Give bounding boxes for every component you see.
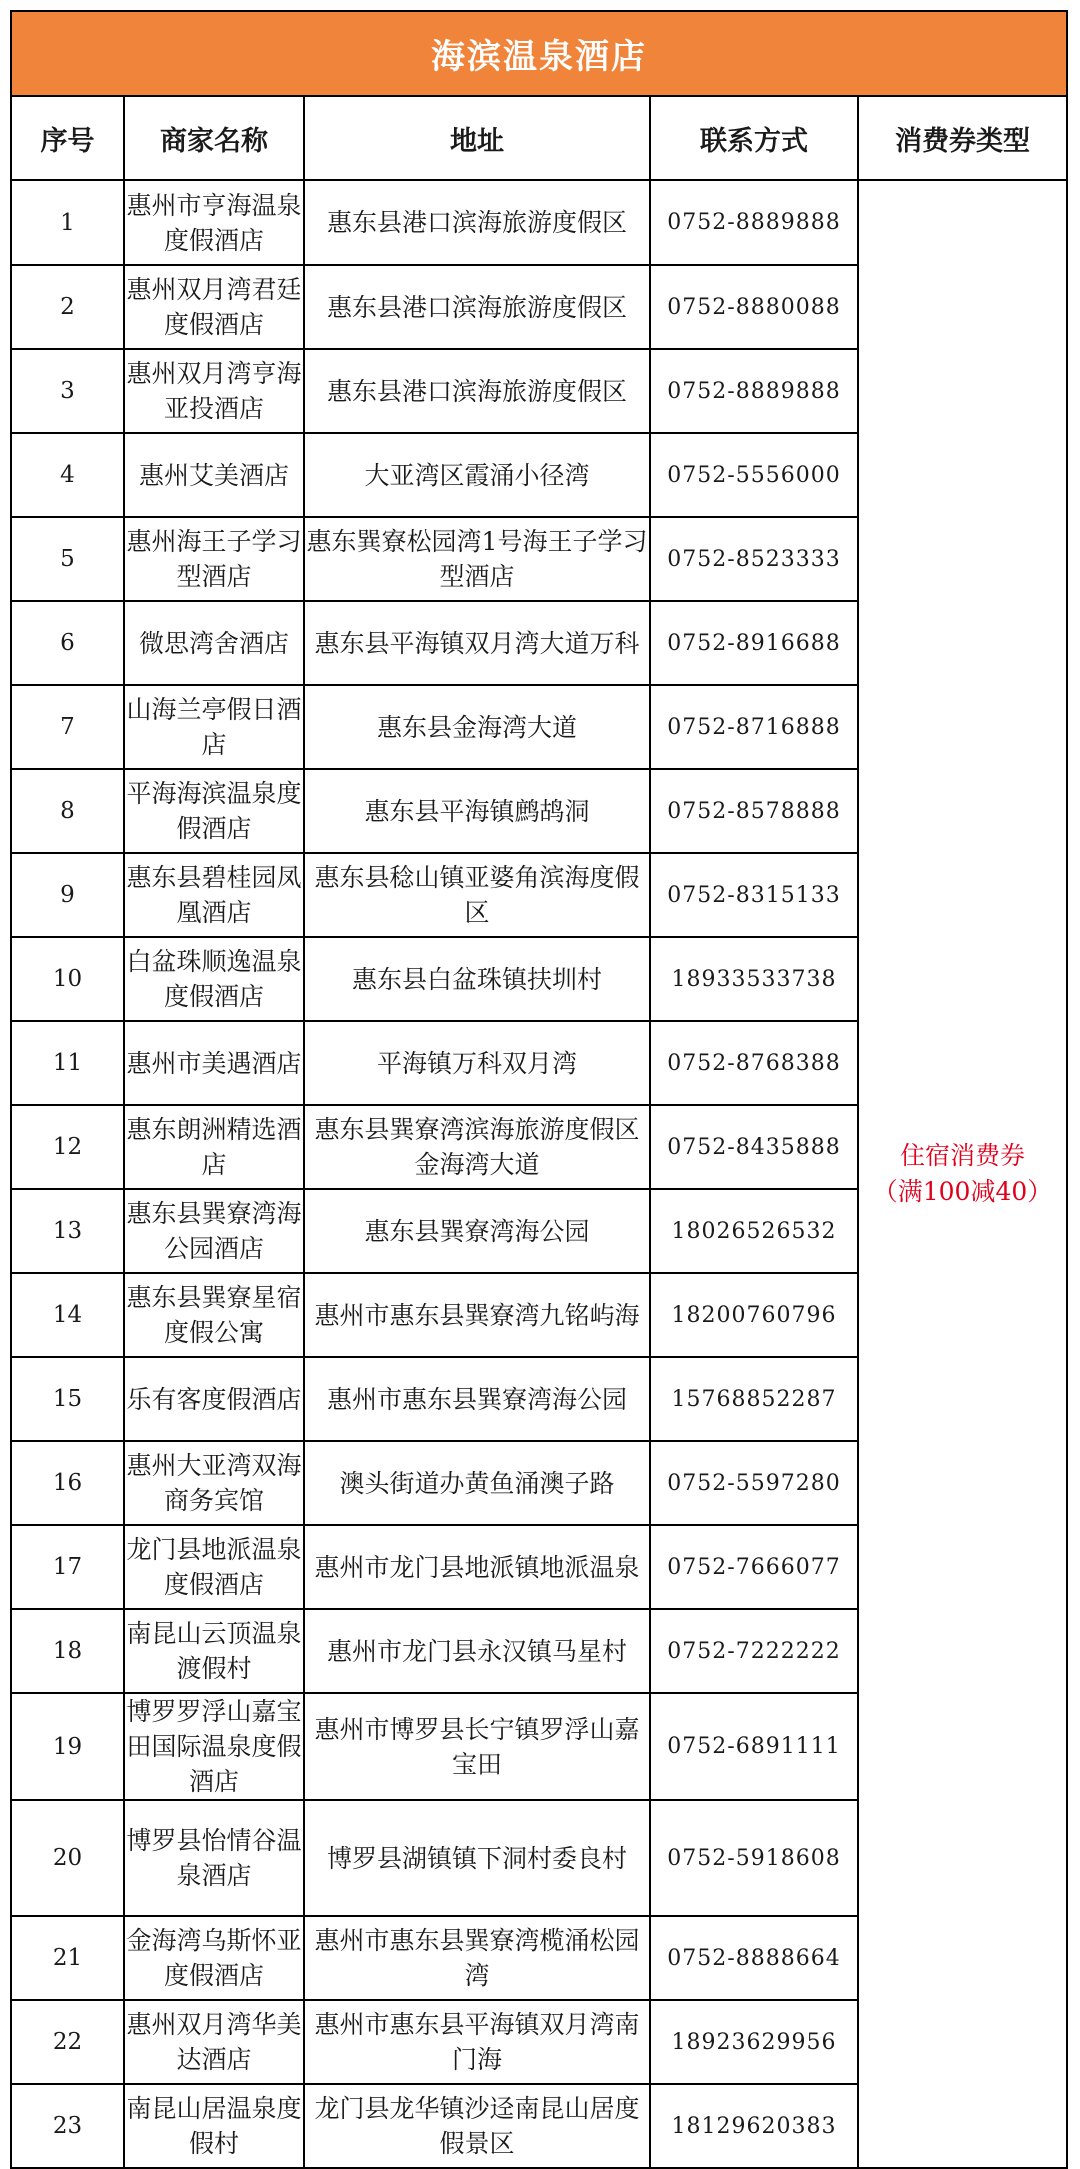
merchant-address: 惠东县稔山镇亚婆角滨海度假区 [304, 853, 650, 937]
row-index: 7 [11, 685, 124, 769]
merchant-phone: 0752-8889888 [650, 180, 858, 265]
row-index: 4 [11, 433, 124, 517]
row-index: 18 [11, 1609, 124, 1693]
merchant-name: 博罗罗浮山嘉宝田国际温泉度假酒店 [124, 1693, 304, 1800]
row-index: 1 [11, 180, 124, 265]
table-row [11, 180, 1067, 265]
merchant-address: 惠东巽寮松园湾1号海王子学习型酒店 [304, 517, 650, 601]
merchant-phone: 0752-7666077 [650, 1525, 858, 1609]
merchant-name: 微思湾舍酒店 [124, 601, 304, 685]
merchant-address: 惠州市惠东县平海镇双月湾南门海 [304, 2000, 650, 2084]
merchant-name: 南昆山云顶温泉渡假村 [124, 1609, 304, 1693]
merchant-address: 博罗县湖镇镇下洞村委良村 [304, 1800, 650, 1916]
merchant-address: 惠州市惠东县巽寮湾海公园 [304, 1357, 650, 1441]
merchant-phone: 0752-8916688 [650, 601, 858, 685]
merchant-phone: 0752-8889888 [650, 349, 858, 433]
merchant-address: 惠东县白盆珠镇扶圳村 [304, 937, 650, 1021]
merchant-address: 澳头街道办黄鱼涌澳子路 [304, 1441, 650, 1525]
hotel-table [10, 10, 1068, 2169]
merchant-address: 惠州市惠东县巽寮湾九铭屿海 [304, 1273, 650, 1357]
row-index: 8 [11, 769, 124, 853]
row-index: 5 [11, 517, 124, 601]
merchant-name: 惠州海王子学习型酒店 [124, 517, 304, 601]
merchant-phone: 0752-8578888 [650, 769, 858, 853]
merchant-phone: 18933533738 [650, 937, 858, 1021]
merchant-address: 龙门县龙华镇沙迳南昆山居度假景区 [304, 2084, 650, 2168]
row-index: 20 [11, 1800, 124, 1916]
merchant-name: 乐有客度假酒店 [124, 1357, 304, 1441]
merchant-phone: 0752-8880088 [650, 265, 858, 349]
merchant-name: 惠东县碧桂园凤凰酒店 [124, 853, 304, 937]
merchant-phone: 0752-8435888 [650, 1105, 858, 1189]
merchant-phone: 0752-8888664 [650, 1916, 858, 2000]
merchant-name: 惠东县巽寮湾海公园酒店 [124, 1189, 304, 1273]
merchant-address: 惠东县平海镇双月湾大道万科 [304, 601, 650, 685]
coupon-type-cell [858, 180, 1067, 2168]
header-merchant-name: 商家名称 [124, 96, 304, 180]
row-index: 10 [11, 937, 124, 1021]
merchant-address: 惠东县港口滨海旅游度假区 [304, 349, 650, 433]
merchant-phone: 0752-5918608 [650, 1800, 858, 1916]
header-address: 地址 [304, 96, 650, 180]
merchant-name: 山海兰亭假日酒店 [124, 685, 304, 769]
merchant-address: 惠州市惠东县巽寮湾榄涌松园湾 [304, 1916, 650, 2000]
merchant-phone: 18200760796 [650, 1273, 858, 1357]
merchant-name: 惠州市美遇酒店 [124, 1021, 304, 1105]
header-row [11, 96, 1067, 180]
merchant-phone: 0752-7222222 [650, 1609, 858, 1693]
merchant-phone: 0752-8716888 [650, 685, 858, 769]
row-index: 17 [11, 1525, 124, 1609]
row-index: 21 [11, 1916, 124, 2000]
merchant-phone: 0752-8315133 [650, 853, 858, 937]
row-index: 13 [11, 1189, 124, 1273]
merchant-address: 惠州市博罗县长宁镇罗浮山嘉宝田 [304, 1693, 650, 1800]
merchant-name: 惠东朗洲精选酒店 [124, 1105, 304, 1189]
merchant-address: 惠东县金海湾大道 [304, 685, 650, 769]
merchant-name: 龙门县地派温泉度假酒店 [124, 1525, 304, 1609]
merchant-address: 平海镇万科双月湾 [304, 1021, 650, 1105]
merchant-address: 惠东县平海镇鹧鸪洞 [304, 769, 650, 853]
title-row [11, 11, 1067, 96]
row-index: 23 [11, 2084, 124, 2168]
merchant-name: 惠州双月湾君廷度假酒店 [124, 265, 304, 349]
merchant-address: 惠州市龙门县永汉镇马星村 [304, 1609, 650, 1693]
header-coupon-type: 消费券类型 [858, 96, 1067, 180]
merchant-name: 金海湾乌斯怀亚度假酒店 [124, 1916, 304, 2000]
merchant-name: 惠州双月湾亨海亚投酒店 [124, 349, 304, 433]
coupon-type-condition: （满100减40） [872, 1177, 1053, 1206]
merchant-name: 惠州艾美酒店 [124, 433, 304, 517]
merchant-address: 惠东县巽寮湾海公园 [304, 1189, 650, 1273]
merchant-phone: 18026526532 [650, 1189, 858, 1273]
row-index: 3 [11, 349, 124, 433]
merchant-phone: 18923629956 [650, 2000, 858, 2084]
merchant-phone: 0752-6891111 [650, 1693, 858, 1800]
merchant-address: 大亚湾区霞涌小径湾 [304, 433, 650, 517]
merchant-phone: 0752-5597280 [650, 1441, 858, 1525]
row-index: 2 [11, 265, 124, 349]
row-index: 16 [11, 1441, 124, 1525]
row-index: 15 [11, 1357, 124, 1441]
table-title: 海滨温泉酒店 [11, 11, 1067, 96]
merchant-name: 白盆珠顺逸温泉度假酒店 [124, 937, 304, 1021]
row-index: 14 [11, 1273, 124, 1357]
row-index: 19 [11, 1693, 124, 1800]
merchant-name: 南昆山居温泉度假村 [124, 2084, 304, 2168]
row-index: 11 [11, 1021, 124, 1105]
merchant-address: 惠东县巽寮湾滨海旅游度假区金海湾大道 [304, 1105, 650, 1189]
merchant-name: 博罗县怡情谷温泉酒店 [124, 1800, 304, 1916]
merchant-name: 惠州市亨海温泉度假酒店 [124, 180, 304, 265]
merchant-phone: 0752-5556000 [650, 433, 858, 517]
merchant-name: 惠东县巽寮星宿度假公寓 [124, 1273, 304, 1357]
coupon-type-label: 住宿消费券 [900, 1141, 1026, 1170]
merchant-name: 平海海滨温泉度假酒店 [124, 769, 304, 853]
row-index: 6 [11, 601, 124, 685]
table-body [11, 180, 1067, 2168]
merchant-address: 惠州市龙门县地派镇地派温泉 [304, 1525, 650, 1609]
merchant-address: 惠东县港口滨海旅游度假区 [304, 265, 650, 349]
header-contact: 联系方式 [650, 96, 858, 180]
merchant-address: 惠东县港口滨海旅游度假区 [304, 180, 650, 265]
merchant-phone: 0752-8523333 [650, 517, 858, 601]
row-index: 22 [11, 2000, 124, 2084]
merchant-phone: 0752-8768388 [650, 1021, 858, 1105]
merchant-phone: 18129620383 [650, 2084, 858, 2168]
merchant-phone: 15768852287 [650, 1357, 858, 1441]
merchant-name: 惠州大亚湾双海商务宾馆 [124, 1441, 304, 1525]
row-index: 12 [11, 1105, 124, 1189]
header-index: 序号 [11, 96, 124, 180]
row-index: 9 [11, 853, 124, 937]
merchant-name: 惠州双月湾华美达酒店 [124, 2000, 304, 2084]
